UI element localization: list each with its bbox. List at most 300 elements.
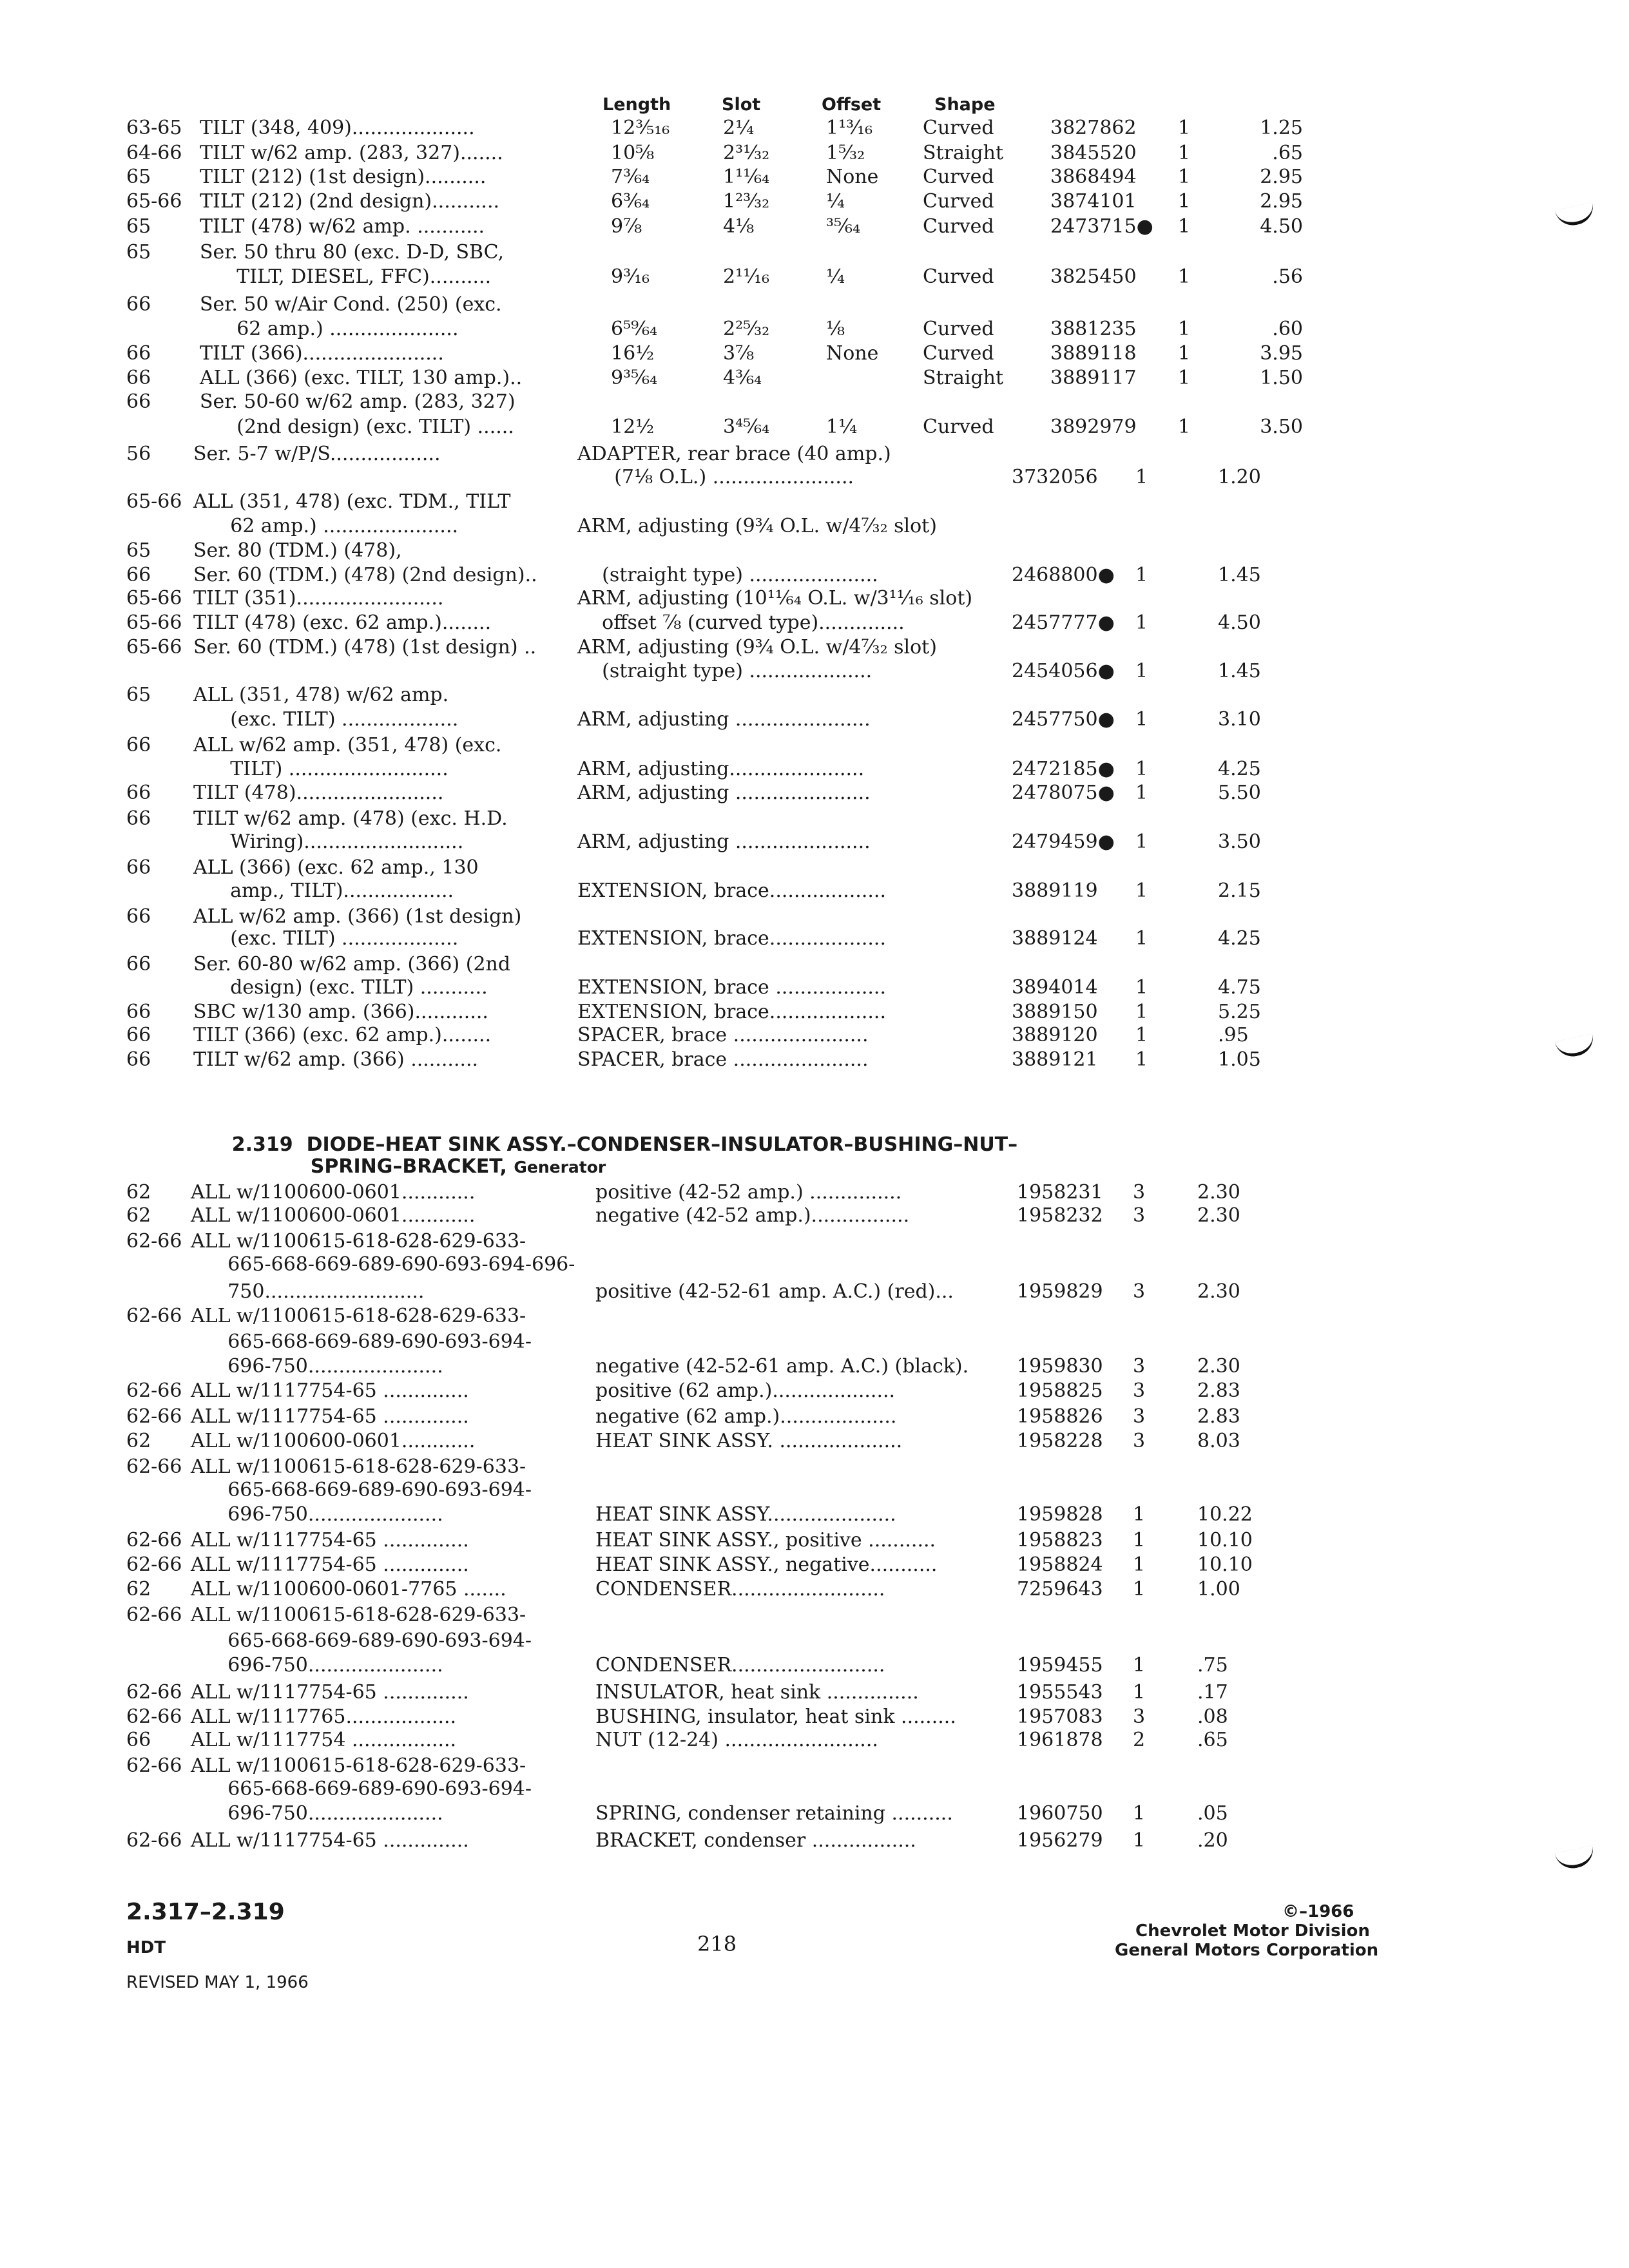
cell-part-number: 3881235	[1050, 318, 1137, 340]
cell-application: TILT) ..........................	[193, 758, 448, 780]
cell-year: 62-66	[126, 1604, 182, 1626]
cell-part-number: 2468800●	[1012, 564, 1115, 586]
cell-slot: 1¹¹⁄₆₄	[723, 166, 770, 188]
cell-application: ALL w/1117754-65 ..............	[191, 1405, 469, 1428]
cell-length: 7³⁄₆₄	[611, 166, 650, 188]
cell-description: negative (42-52 amp.)................	[595, 1204, 910, 1227]
cell-part-number: 3889121	[1012, 1048, 1098, 1071]
footer-corporation: General Motors Corporation	[1115, 1941, 1379, 1960]
cell-quantity: 1	[1178, 117, 1191, 139]
cell-shape: Curved	[923, 215, 994, 238]
cell-year: 65	[126, 539, 151, 562]
cell-application: Ser. 5-7 w/P/S..................	[193, 443, 441, 465]
cell-application: ALL w/1100615-618-628-629-633-	[191, 1604, 526, 1626]
cell-part-number: 3889118	[1050, 342, 1137, 365]
cell-price: .08	[1197, 1706, 1228, 1728]
cell-application: ALL w/1100615-618-628-629-633-	[191, 1305, 526, 1327]
col-header-length: Length	[602, 95, 671, 115]
cell-application: ALL w/1100615-618-628-629-633-	[191, 1230, 526, 1253]
cell-price: 3.50	[1218, 831, 1261, 853]
cell-part-number: 1959828	[1017, 1503, 1103, 1526]
cell-year: 62-66	[126, 1553, 182, 1576]
cell-application: TILT (212) (2nd design)...........	[200, 190, 500, 213]
cell-application: (exc. TILT) ...................	[193, 708, 459, 731]
cell-description: (straight type) .....................	[577, 564, 878, 586]
cell-quantity: 1	[1135, 758, 1148, 780]
cell-quantity: 1	[1133, 1681, 1146, 1704]
cell-price: 3.10	[1218, 708, 1261, 731]
cell-quantity: 1	[1178, 190, 1191, 213]
cell-quantity: 3	[1133, 1706, 1146, 1728]
cell-price: 8.03	[1197, 1430, 1240, 1452]
cell-price: 5.50	[1218, 782, 1261, 804]
cell-year: 66	[126, 782, 151, 804]
cell-year: 65-66	[126, 587, 182, 610]
cell-quantity: 1	[1133, 1829, 1146, 1852]
cell-year: 66	[126, 342, 151, 365]
cell-application: 696-750......................	[191, 1355, 443, 1378]
cell-shape: Curved	[923, 265, 994, 288]
cell-part-number: 2454056●	[1012, 660, 1115, 682]
cell-shape: Curved	[923, 190, 994, 213]
cell-application: TILT (351)........................	[193, 587, 444, 610]
cell-part-number: 1958231	[1017, 1181, 1103, 1204]
cell-description: NUT (12-24) .........................	[595, 1729, 878, 1751]
cell-year: 62-66	[126, 1681, 182, 1704]
cell-application: ALL w/1117754-65 ..............	[191, 1681, 469, 1704]
cell-shape: Straight	[923, 142, 1004, 164]
cell-quantity: 1	[1178, 166, 1191, 188]
cell-year: 65-66	[126, 490, 182, 513]
cell-year: 66	[126, 564, 151, 586]
cell-part-number: 3825450	[1050, 265, 1137, 288]
cell-year: 66	[126, 953, 151, 975]
cell-quantity: 1	[1135, 1024, 1148, 1046]
cell-year: 62-66	[126, 1456, 182, 1478]
cell-quantity: 3	[1133, 1355, 1146, 1378]
cell-quantity: 1	[1178, 342, 1191, 365]
cell-application: Ser. 60 (TDM.) (478) (2nd design)..	[193, 564, 537, 586]
cell-slot: 2¹¹⁄₁₆	[723, 265, 770, 288]
cell-part-number: 1958825	[1017, 1379, 1103, 1402]
cell-price: 1.50	[1260, 367, 1303, 389]
col-header-shape: Shape	[934, 95, 996, 115]
cell-price: 4.50	[1218, 611, 1261, 634]
cell-application: ALL w/1100600-0601............	[191, 1430, 476, 1452]
cell-year: 62-66	[126, 1230, 182, 1253]
cell-description: negative (62 amp.)...................	[595, 1405, 897, 1428]
cell-application: design) (exc. TILT) ...........	[193, 976, 488, 999]
cell-description: HEAT SINK ASSY., positive ...........	[595, 1529, 936, 1552]
cell-part-number: 3889119	[1012, 879, 1098, 902]
cell-offset: ⅛	[826, 318, 845, 340]
cell-application: TILT (478) (exc. 62 amp.)........	[193, 611, 492, 634]
cell-quantity: 1	[1135, 660, 1148, 682]
cell-year: 64-66	[126, 142, 182, 164]
cell-description: ARM, adjusting......................	[577, 758, 865, 780]
cell-application: 665-668-669-689-690-693-694-	[191, 1629, 532, 1652]
cell-part-number: 2478075●	[1012, 782, 1115, 804]
cell-price: .65	[1197, 1729, 1228, 1751]
cell-application: ALL w/62 amp. (366) (1st design)	[193, 905, 522, 928]
cell-quantity: 2	[1133, 1729, 1146, 1751]
cell-year: 66	[126, 734, 151, 756]
cell-length: 16½	[611, 342, 655, 365]
cell-description: CONDENSER.........................	[595, 1578, 885, 1600]
cell-application: 62 amp.) .....................	[200, 318, 459, 340]
cell-length: 6³⁄₆₄	[611, 190, 650, 213]
cell-year: 65	[126, 166, 151, 188]
cell-application: 665-668-669-689-690-693-694-	[191, 1479, 532, 1501]
cell-price: 2.30	[1197, 1355, 1240, 1378]
cell-application: TILT w/62 amp. (366) ...........	[193, 1048, 479, 1071]
cell-part-number: 3892979	[1050, 416, 1137, 438]
cell-year: 65-66	[126, 611, 182, 634]
cell-price: .75	[1197, 1654, 1228, 1677]
cell-year: 63-65	[126, 117, 182, 139]
cell-year: 65-66	[126, 636, 182, 658]
cell-year: 62	[126, 1204, 151, 1227]
footer-code: HDT	[126, 1938, 166, 1957]
cell-part-number: 2479459●	[1012, 831, 1115, 853]
cell-price: .20	[1197, 1829, 1228, 1852]
cell-year: 62-66	[126, 1305, 182, 1327]
cell-application: (exc. TILT) ...................	[193, 927, 459, 950]
cell-application: ALL w/1100615-618-628-629-633-	[191, 1754, 526, 1777]
cell-application: Ser. 60 (TDM.) (478) (1st design) ..	[193, 636, 537, 658]
cell-description: offset ⅞ (curved type)..............	[577, 611, 905, 634]
cell-year: 62-66	[126, 1829, 182, 1852]
cell-part-number: 1955543	[1017, 1681, 1103, 1704]
cell-description: EXTENSION, brace...................	[577, 879, 886, 902]
cell-application: 696-750......................	[191, 1503, 443, 1526]
cell-price: 2.30	[1197, 1181, 1240, 1204]
cell-price: 2.30	[1197, 1280, 1240, 1303]
cell-part-number: 3889117	[1050, 367, 1137, 389]
cell-slot: 2³¹⁄₃₂	[723, 142, 770, 164]
cell-part-number: 1959455	[1017, 1654, 1103, 1677]
cell-description: EXTENSION, brace...................	[577, 1001, 886, 1023]
col-header-slot: Slot	[722, 95, 761, 115]
cell-length: 10⅝	[611, 142, 655, 164]
cell-application: 696-750......................	[191, 1654, 443, 1677]
cell-shape: Straight	[923, 367, 1004, 389]
cell-application: ALL w/1117754 .................	[191, 1729, 457, 1751]
cell-application: Ser. 50 w/Air Cond. (250) (exc.	[200, 293, 502, 316]
cell-year: 65	[126, 215, 151, 238]
cell-part-number: 1958824	[1017, 1553, 1103, 1576]
cell-description: SPACER, brace ......................	[577, 1024, 869, 1046]
section-title-line2: SPRING–BRACKET,	[310, 1155, 507, 1178]
cell-price: 4.25	[1218, 927, 1261, 950]
cell-description: HEAT SINK ASSY., negative...........	[595, 1553, 938, 1576]
cell-quantity: 1	[1135, 1001, 1148, 1023]
cell-offset: 1¹³⁄₁₆	[826, 117, 873, 139]
footer-copyright: ©–1966	[1282, 1902, 1354, 1921]
cell-application: TILT w/62 amp. (478) (exc. H.D.	[193, 807, 508, 830]
cell-application: ALL (351, 478) w/62 amp.	[193, 684, 449, 706]
cell-year: 65	[126, 684, 151, 706]
binder-mark	[1555, 202, 1597, 229]
cell-description: (7⅛ O.L.) .......................	[577, 466, 854, 488]
cell-part-number: 1960750	[1017, 1802, 1103, 1825]
cell-quantity: 1	[1135, 708, 1148, 731]
cell-application: TILT, DIESEL, FFC)..........	[200, 265, 492, 288]
cell-part-number: 2472185●	[1012, 758, 1115, 780]
cell-price: .95	[1218, 1024, 1249, 1046]
cell-shape: Curved	[923, 166, 994, 188]
cell-application: ALL w/1117754-65 ..............	[191, 1829, 469, 1852]
cell-quantity: 3	[1133, 1280, 1146, 1303]
section-number: 2.319	[231, 1133, 293, 1156]
cell-year: 66	[126, 856, 151, 879]
cell-application: Ser. 60-80 w/62 amp. (366) (2nd	[193, 953, 511, 975]
cell-quantity: 1	[1135, 927, 1148, 950]
cell-price: 2.95	[1260, 166, 1303, 188]
cell-price: 10.10	[1197, 1529, 1253, 1552]
section-title-line1: DIODE–HEAT SINK ASSY.–CONDENSER–INSULATOR–BUSHING–NUT–	[306, 1133, 1018, 1156]
cell-year: 62	[126, 1430, 151, 1452]
cell-description: ARM, adjusting (9¾ O.L. w/4⁷⁄₃₂ slot)	[577, 515, 937, 537]
cell-application: ALL w/1100600-0601............	[191, 1204, 476, 1227]
cell-application: TILT (366).......................	[200, 342, 444, 365]
cell-offset: None	[826, 342, 879, 365]
cell-description: BRACKET, condenser .................	[595, 1829, 916, 1852]
cell-quantity: 1	[1133, 1654, 1146, 1677]
cell-quantity: 1	[1178, 142, 1191, 164]
cell-quantity: 1	[1133, 1529, 1146, 1552]
cell-quantity: 1	[1178, 318, 1191, 340]
cell-part-number: 3889124	[1012, 927, 1098, 950]
cell-part-number: 2457750●	[1012, 708, 1115, 731]
cell-shape: Curved	[923, 342, 994, 365]
cell-price: 1.45	[1218, 660, 1261, 682]
cell-application: SBC w/130 amp. (366)............	[193, 1001, 488, 1023]
cell-price: 2.83	[1197, 1379, 1240, 1402]
cell-application: ALL w/1117765..................	[191, 1706, 457, 1728]
cell-quantity: 1	[1178, 265, 1191, 288]
cell-application: 62 amp.) ......................	[193, 515, 459, 537]
cell-offset: None	[826, 166, 879, 188]
cell-quantity: 1	[1135, 466, 1148, 488]
cell-year: 66	[126, 1024, 151, 1046]
cell-application: Ser. 50 thru 80 (exc. D-D, SBC,	[200, 241, 505, 264]
cell-quantity: 1	[1133, 1578, 1146, 1600]
cell-application: 665-668-669-689-690-693-694-	[191, 1331, 532, 1353]
cell-price: 2.30	[1197, 1204, 1240, 1227]
cell-year: 66	[126, 293, 151, 316]
cell-application: Ser. 50-60 w/62 amp. (283, 327)	[200, 390, 516, 413]
footer-section-range: 2.317–2.319	[126, 1899, 285, 1925]
cell-application: ALL w/1100615-618-628-629-633-	[191, 1456, 526, 1478]
cell-quantity: 1	[1178, 367, 1191, 389]
cell-quantity: 3	[1133, 1204, 1146, 1227]
cell-year: 66	[126, 367, 151, 389]
cell-year: 66	[126, 1001, 151, 1023]
cell-price: 4.75	[1218, 976, 1261, 999]
cell-slot: 3⅞	[723, 342, 755, 365]
cell-description: SPACER, brace ......................	[577, 1048, 869, 1071]
cell-quantity: 1	[1135, 1048, 1148, 1071]
cell-part-number: 3827862	[1050, 117, 1137, 139]
cell-price: .17	[1197, 1681, 1228, 1704]
cell-slot: 1²³⁄₃₂	[723, 190, 770, 213]
cell-quantity: 3	[1133, 1181, 1146, 1204]
cell-year: 65-66	[126, 190, 182, 213]
cell-shape: Curved	[923, 318, 994, 340]
cell-application: TILT w/62 amp. (283, 327).......	[200, 142, 503, 164]
cell-length: 12⅗₁₆	[611, 117, 670, 139]
cell-part-number: 1958826	[1017, 1405, 1103, 1428]
cell-application: ALL w/1100600-0601............	[191, 1181, 476, 1204]
cell-quantity: 1	[1135, 782, 1148, 804]
cell-price: 4.25	[1218, 758, 1261, 780]
cell-length: 9⅞	[611, 215, 642, 238]
cell-quantity: 1	[1133, 1802, 1146, 1825]
cell-application: ALL w/1100600-0601-7765 .......	[191, 1578, 506, 1600]
cell-application: ALL w/1117754-65 ..............	[191, 1553, 469, 1576]
cell-description: ARM, adjusting ......................	[577, 782, 871, 804]
cell-application: 665-668-669-689-690-693-694-696-	[191, 1253, 575, 1276]
cell-part-number: 1956279	[1017, 1829, 1103, 1852]
cell-part-number: 2473715●	[1050, 215, 1153, 238]
cell-part-number: 1959830	[1017, 1355, 1103, 1378]
cell-quantity: 3	[1133, 1379, 1146, 1402]
page-number: 218	[697, 1932, 737, 1956]
cell-part-number: 1957083	[1017, 1706, 1103, 1728]
cell-year: 66	[126, 1729, 151, 1751]
cell-offset: ³⁵⁄₆₄	[826, 215, 861, 238]
cell-shape: Curved	[923, 416, 994, 438]
cell-quantity: 1	[1178, 215, 1191, 238]
cell-part-number: 1959829	[1017, 1280, 1103, 1303]
cell-application: ALL (351, 478) (exc. TDM., TILT	[193, 490, 511, 513]
cell-slot: 4³⁄₆₄	[723, 367, 762, 389]
cell-price: .56	[1272, 265, 1303, 288]
cell-description: INSULATOR, heat sink ...............	[595, 1681, 919, 1704]
cell-price: 10.22	[1197, 1503, 1253, 1526]
cell-application: ALL w/62 amp. (351, 478) (exc.	[193, 734, 502, 756]
cell-price: 2.83	[1197, 1405, 1240, 1428]
col-header-offset: Offset	[822, 95, 882, 115]
cell-price: 1.25	[1260, 117, 1303, 139]
cell-year: 66	[126, 905, 151, 928]
cell-description: EXTENSION, brace...................	[577, 927, 886, 950]
cell-quantity: 1	[1135, 831, 1148, 853]
cell-year: 62-66	[126, 1706, 182, 1728]
cell-year: 62-66	[126, 1754, 182, 1777]
cell-application: ALL (366) (exc. TILT, 130 amp.)..	[200, 367, 523, 389]
cell-application: 696-750......................	[191, 1802, 443, 1825]
cell-quantity: 3	[1133, 1430, 1146, 1452]
cell-description: ARM, adjusting (9¾ O.L. w/4⁷⁄₃₂ slot)	[577, 636, 937, 658]
cell-quantity: 1	[1135, 611, 1148, 634]
cell-part-number: 1958228	[1017, 1430, 1103, 1452]
cell-description: SPRING, condenser retaining ..........	[595, 1802, 953, 1825]
cell-description: positive (62 amp.)....................	[595, 1379, 896, 1402]
cell-quantity: 1	[1135, 976, 1148, 999]
cell-length: 6⁵⁹⁄₆₄	[611, 318, 658, 340]
cell-application: ALL w/1117754-65 ..............	[191, 1379, 469, 1402]
cell-quantity: 1	[1178, 416, 1191, 438]
cell-part-number: 7259643	[1017, 1578, 1103, 1600]
cell-part-number: 3889120	[1012, 1024, 1098, 1046]
cell-year: 66	[126, 390, 151, 413]
cell-part-number: 3874101	[1050, 190, 1137, 213]
cell-quantity: 1	[1135, 879, 1148, 902]
cell-application: ALL w/1117754-65 ..............	[191, 1529, 469, 1552]
binder-mark	[1555, 1033, 1597, 1060]
cell-part-number: 1961878	[1017, 1729, 1103, 1751]
cell-description: (straight type) ....................	[577, 660, 872, 682]
cell-price: .05	[1197, 1802, 1228, 1825]
cell-description: negative (42-52-61 amp. A.C.) (black).	[595, 1355, 969, 1378]
cell-description: ARM, adjusting (10¹¹⁄₆₄ O.L. w/3¹¹⁄₁₆ slot)	[577, 587, 973, 610]
cell-length: 9³⁵⁄₆₄	[611, 367, 658, 389]
cell-price: 3.95	[1260, 342, 1303, 365]
cell-year: 65	[126, 241, 151, 264]
cell-part-number: 1958232	[1017, 1204, 1103, 1227]
cell-description: BUSHING, insulator, heat sink .........	[595, 1706, 956, 1728]
cell-length: 9³⁄₁₆	[611, 265, 650, 288]
cell-shape: Curved	[923, 117, 994, 139]
cell-offset: ¼	[826, 190, 845, 213]
cell-year: 62-66	[126, 1529, 182, 1552]
cell-price: 1.05	[1218, 1048, 1261, 1071]
cell-part-number: 3889150	[1012, 1001, 1098, 1023]
cell-year: 62	[126, 1181, 151, 1204]
cell-price: 1.45	[1218, 564, 1261, 586]
cell-price: 5.25	[1218, 1001, 1261, 1023]
cell-year: 62-66	[126, 1379, 182, 1402]
cell-description: ARM, adjusting ......................	[577, 831, 871, 853]
cell-description: positive (42-52 amp.) ...............	[595, 1181, 902, 1204]
cell-application: (2nd design) (exc. TILT) ......	[200, 416, 514, 438]
cell-application: Wiring)..........................	[193, 831, 464, 853]
cell-offset: 1¼	[826, 416, 858, 438]
cell-description: positive (42-52-61 amp. A.C.) (red)...	[595, 1280, 954, 1303]
cell-part-number: 3868494	[1050, 166, 1137, 188]
cell-quantity: 1	[1135, 564, 1148, 586]
cell-price: 10.10	[1197, 1553, 1253, 1576]
cell-slot: 2¼	[723, 117, 755, 139]
cell-description: HEAT SINK ASSY.....................	[595, 1503, 896, 1526]
cell-price: 2.15	[1218, 879, 1261, 902]
cell-description: ADAPTER, rear brace (40 amp.)	[577, 443, 891, 465]
cell-price: 2.95	[1260, 190, 1303, 213]
footer-division: Chevrolet Motor Division	[1135, 1921, 1370, 1941]
cell-application: amp., TILT)..................	[193, 879, 454, 902]
cell-application: TILT (366) (exc. 62 amp.)........	[193, 1024, 492, 1046]
cell-description: CONDENSER.........................	[595, 1654, 885, 1677]
cell-offset: 1⁵⁄₃₂	[826, 142, 865, 164]
cell-year: 62	[126, 1578, 151, 1600]
cell-part-number: 3845520	[1050, 142, 1137, 164]
cell-part-number: 3732056	[1012, 466, 1098, 488]
cell-description: EXTENSION, brace ..................	[577, 976, 886, 999]
cell-application: 665-668-669-689-690-693-694-	[191, 1778, 532, 1800]
cell-price: .60	[1272, 318, 1303, 340]
cell-description: ARM, adjusting ......................	[577, 708, 871, 731]
cell-quantity: 3	[1133, 1405, 1146, 1428]
cell-part-number: 2457777●	[1012, 611, 1115, 634]
cell-application: TILT (348, 409)....................	[200, 117, 475, 139]
cell-year: 66	[126, 1048, 151, 1071]
cell-slot: 2²⁵⁄₃₂	[723, 318, 770, 340]
cell-application: ALL (366) (exc. 62 amp., 130	[193, 856, 479, 879]
cell-price: 3.50	[1260, 416, 1303, 438]
binder-mark	[1555, 1845, 1597, 1872]
